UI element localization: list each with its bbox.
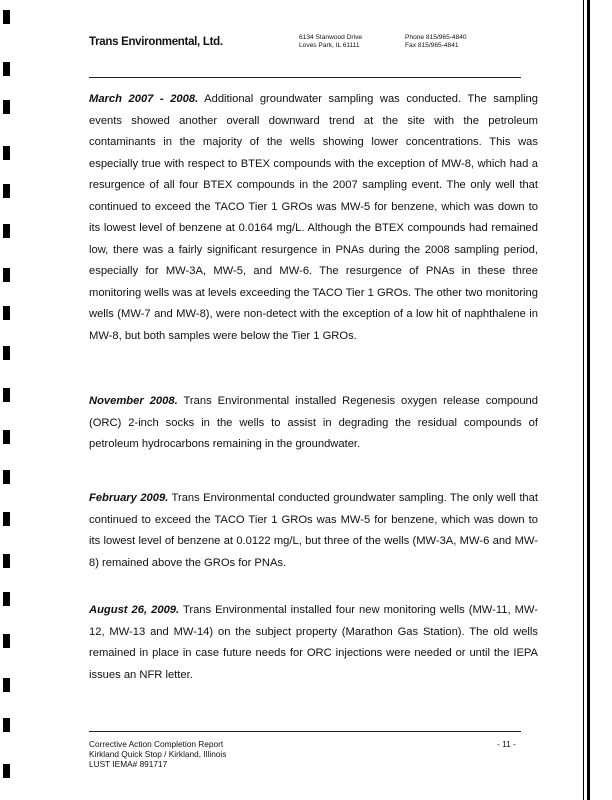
- page-number: - 11 -: [497, 739, 516, 749]
- footer-lust-id: LUST IEMA# 891717: [89, 759, 168, 769]
- footer-info: [89, 739, 226, 769]
- company-contact: Phone 815/965-4840 Fax 815/965-4841: [405, 34, 467, 49]
- binding-holes: [3, 0, 11, 800]
- company-name: Trans Environmental, Ltd.: [89, 36, 223, 48]
- paragraph-august-2009: [89, 600, 538, 686]
- footer-rule: [89, 731, 521, 732]
- paragraph-text: Trans Environmental installed four new monitoring wells (MW-11, MW-12, MW-13 and MW-14) on the subject property (Marathon Gas Station). The old wells remained in place in case future needs for ORC injections were needed or until the IEPA issues an NFR letter.: [89, 604, 538, 681]
- page-edge-line: [583, 0, 584, 800]
- footer-site: Kirkland Quick Stop / Kirkland, Illinois: [89, 749, 227, 759]
- paragraph-text: Trans Environmental conducted groundwater sampling. The only well that continued to exceed the TACO Tier 1 GROs was MW-5 for benzene, which was down to its lowest level of benzene at 0.0122 mg/L, but three of the wells (MW-3A, MW-6 and MW-8) remained above the GROs for PNAs.: [89, 492, 538, 569]
- paragraph-march-2007: [89, 89, 538, 347]
- letterhead: [89, 34, 529, 58]
- paragraph-heading: February 2009.: [89, 492, 169, 504]
- paragraph-text: Trans Environmental installed Regenesis oxygen release compound (ORC) 2-inch socks in the wells to assist in degrading the residual compounds of petroleum hydrocarbons remaining in the groundwater.: [89, 395, 538, 450]
- paragraph-text: Additional groundwater sampling was conducted. The sampling events showed another overall downward trend at the site with the petroleum contaminants in the majority of the wells showing lower concentrations. This was especially true with respect to BTEX compounds with the exception of MW-8, which had a resurgence of all four BTEX compounds in the 2007 sampling event. The only well that continued to exceed the TACO Tier 1 GROs was MW-5 for benzene, which was down to its lowest level of benzene at 0.0164 mg/L. Although the BTEX compounds had remained low, there was a fairly significant resurgence in PNAs during the 2008 sampling period, especially for MW-3A, MW-5, and MW-6. The resurgence of PNAs in these three monitoring wells was at levels exceeding the TACO Tier 1 GROs. The other two monitoring wells (MW-7 and MW-8), were non-detect with the exception of a low hit of naphthalene in MW-8, but both samples were below the Tier 1 GROs.: [89, 93, 538, 342]
- paragraph-heading: November 2008.: [89, 395, 178, 407]
- footer-report-title: Corrective Action Completion Report: [89, 739, 224, 749]
- paragraph-heading: March 2007 - 2008.: [89, 93, 199, 105]
- company-address: 6134 Stanwood Drive Loves Park, IL 61111: [299, 34, 363, 49]
- paragraph-heading: August 26, 2009.: [89, 604, 180, 616]
- paragraph-november-2008: [89, 391, 538, 456]
- paragraph-february-2009: [89, 488, 538, 574]
- header-rule: [89, 77, 521, 78]
- page-edge: [587, 0, 590, 800]
